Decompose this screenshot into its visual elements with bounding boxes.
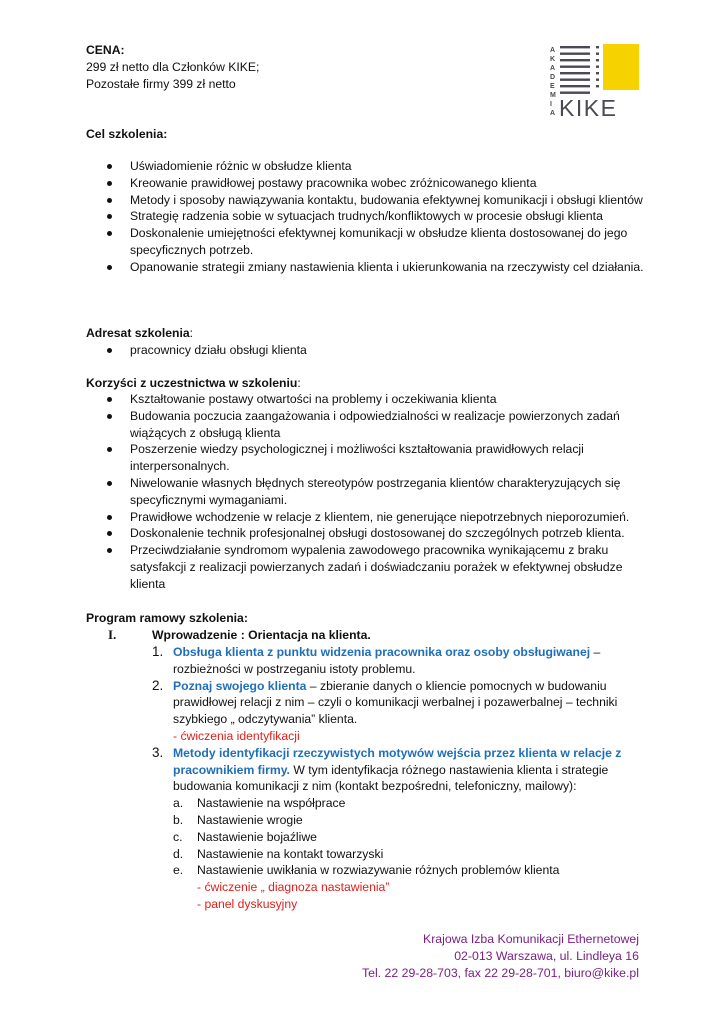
program-heading: Program ramowy szkolenia: — [86, 611, 248, 625]
attitude-list — [173, 795, 622, 913]
bullet-icon — [107, 214, 112, 219]
bullet-icon — [107, 181, 112, 186]
svg-text:E: E — [550, 83, 555, 90]
bullet-icon — [107, 515, 112, 520]
program-part-numeral: I. — [108, 627, 117, 642]
footer-contact — [362, 931, 639, 982]
akademia-kike-logo — [547, 44, 643, 120]
list-item: c. Nastawienie bojaźliwe — [173, 829, 317, 844]
price-heading: CENA: — [86, 43, 125, 57]
exercise-note: - panel dyskusyjny — [197, 896, 298, 911]
list-item: Doskonalenie technik profesjonalnej obsługi dostosowanej do szczególnych potrzeb klienta. — [86, 525, 646, 542]
svg-text:A: A — [550, 110, 556, 117]
bullet-icon — [107, 414, 112, 419]
bullet-icon — [107, 164, 112, 169]
logo-brand-text: KIKE — [559, 95, 618, 120]
footer-org-name: Krajowa Izba Komunikacji Ethernetowej — [423, 932, 639, 946]
program-item: 3. Metody identyfikacji rzeczywistych motywów wejścia przez klienta w relacje z pracownikiem firmy. W tym identyfikacja różnego nastawienia klienta i strategie budowania komunikacji z nim (kontakt bezpośredni, telefoniczny, mailowy): a. Nastawienie na współprace b. Nastawienie wrogie c. Nastawienie bojaźliwe d. Nastawienie na kontakt towarzyski e. Nastawienie uwikłania w rozwiazywanie różnych problemów klienta - ćwiczenie „ diagnoza nastawienia” - panel dyskusyjny — [152, 744, 622, 911]
exercise-note: - ćwiczenia identyfikacji — [173, 728, 300, 743]
bullet-icon — [107, 397, 112, 402]
list-item: Doskonalenie umiejętności efektywnej komunikacji w obsłudze klienta dostosowanej do jego specyficznych potrzeb. — [86, 225, 646, 259]
list-item: Niwelowanie własnych błędnych stereotypów postrzegania klientów charakteryzujących się specyficznymi wymaganiami. — [86, 475, 646, 509]
goal-list — [86, 158, 646, 276]
audience-list — [86, 342, 646, 359]
svg-text:I: I — [550, 101, 552, 108]
bullet-icon — [107, 348, 112, 353]
benefits-heading: Korzyści z uczestnictwa w szkoleniu: — [86, 376, 301, 390]
list-item: d. Nastawienie na kontakt towarzyski — [173, 846, 384, 861]
logo-vertical-letters — [550, 47, 556, 117]
svg-text:M: M — [550, 92, 556, 99]
list-item: Prawidłowe wchodzenie w relacje z klientem, nie generujące niepotrzebnych nieporozumień. — [86, 509, 646, 526]
program-list — [152, 644, 622, 913]
program-item-title: Metody identyfikacji rzeczywistych motywów wejścia przez klienta w relacje z pracownikiem firmy. — [173, 745, 622, 777]
bullet-icon — [107, 231, 112, 236]
logo-dots — [596, 46, 599, 87]
list-item: Przeciwdziałanie syndromom wypalenia zawodowego pracownika wynikającemu z braku satysfakcji z realizacji powierzanych zadań i doświadczaniu porażek w efektywnej obsłudze klienta — [86, 542, 646, 592]
bullet-icon — [107, 481, 112, 486]
svg-text:K: K — [550, 56, 556, 63]
bullet-icon — [107, 548, 112, 553]
list-item: a. Nastawienie na współprace — [173, 796, 346, 811]
svg-text:D: D — [550, 74, 556, 81]
bullet-icon — [107, 265, 112, 270]
list-item: pracownicy działu obsługi klienta — [86, 342, 646, 359]
exercise-note: - ćwiczenie „ diagnoza nastawienia” — [197, 880, 390, 895]
svg-text:A: A — [550, 47, 556, 54]
list-item: Kształtowanie postawy otwartości na problemy i oczekiwania klienta — [86, 391, 646, 408]
list-item: e. Nastawienie uwikłania w rozwiazywanie różnych problemów klienta - ćwiczenie „ diagnoza nastawienia” - panel dyskusyjny — [173, 862, 622, 912]
program-item: 2. Poznaj swojego klienta – zbieranie danych o kliencie pomocnych w budowaniu prawidłowej relacji z nim – czyli o komunikacji werbalnej i pozawerbalnej – techniki szybkiego „ odczytywania” klienta. - ćwiczenia identyfikacji — [152, 678, 622, 745]
program-item-title: Obsługa klienta z punktu widzenia pracownika oraz osoby obsługiwanej — [173, 645, 591, 659]
program-item-title: Poznaj swojego klienta — [173, 678, 307, 693]
logo-bars — [560, 46, 590, 94]
list-item: Poszerzenie wiedzy psychologicznej i możliwości kształtowania prawidłowych relacji interpersonalnych. — [86, 441, 646, 475]
program-part-title: Wprowadzenie : Orientacja na klienta. — [152, 628, 371, 642]
svg-text:A: A — [550, 65, 556, 72]
benefits-section — [86, 391, 646, 593]
audience-section — [86, 342, 646, 359]
price-block — [86, 42, 446, 93]
goal-heading: Cel szkolenia: — [86, 127, 168, 141]
program-item: 1. Obsługa klienta z punktu widzenia pracownika oraz osoby obsługiwanej – rozbieżności w postrzeganiu istoty problemu. — [152, 644, 601, 676]
list-item: Metody i sposoby nawiązywania kontaktu, budowania efektywnej komunikacji i obsługi klientów — [86, 192, 646, 209]
goal-section — [86, 158, 646, 276]
audience-heading: Adresat szkolenia: — [86, 326, 194, 340]
bullet-icon — [107, 531, 112, 536]
price-members: 299 zł netto dla Członków KIKE; — [86, 60, 260, 74]
list-item: b. Nastawienie wrogie — [173, 812, 303, 827]
footer-address: 02-013 Warszawa, ul. Lindleya 16 — [454, 949, 639, 963]
logo-graphic — [547, 44, 643, 120]
benefits-list — [86, 391, 646, 593]
logo-yellow-block — [603, 44, 639, 90]
bullet-icon — [107, 198, 112, 203]
list-item: Kreowanie prawidłowej postawy pracownika wobec zróżnicowanego klienta — [86, 175, 646, 192]
list-item: Opanowanie strategii zmiany nastawienia klienta i ukierunkowania na rzeczywisty cel działania. — [86, 259, 646, 276]
list-item: Strategię radzenia sobie w sytuacjach trudnych/konfliktowych w procesie obsługi klienta — [86, 208, 646, 225]
price-others: Pozostałe firmy 399 zł netto — [86, 77, 236, 91]
list-item: Uświadomienie różnic w obsłudze klienta — [86, 158, 646, 175]
list-item: Budowania poczucia zaangażowania i odpowiedzialności w realizacje powierzonych zadań wiążących z obsługą klienta — [86, 408, 646, 442]
bullet-icon — [107, 447, 112, 452]
footer-phone-email: Tel. 22 29-28-703, fax 22 29-28-701, biuro@kike.pl — [361, 966, 639, 980]
